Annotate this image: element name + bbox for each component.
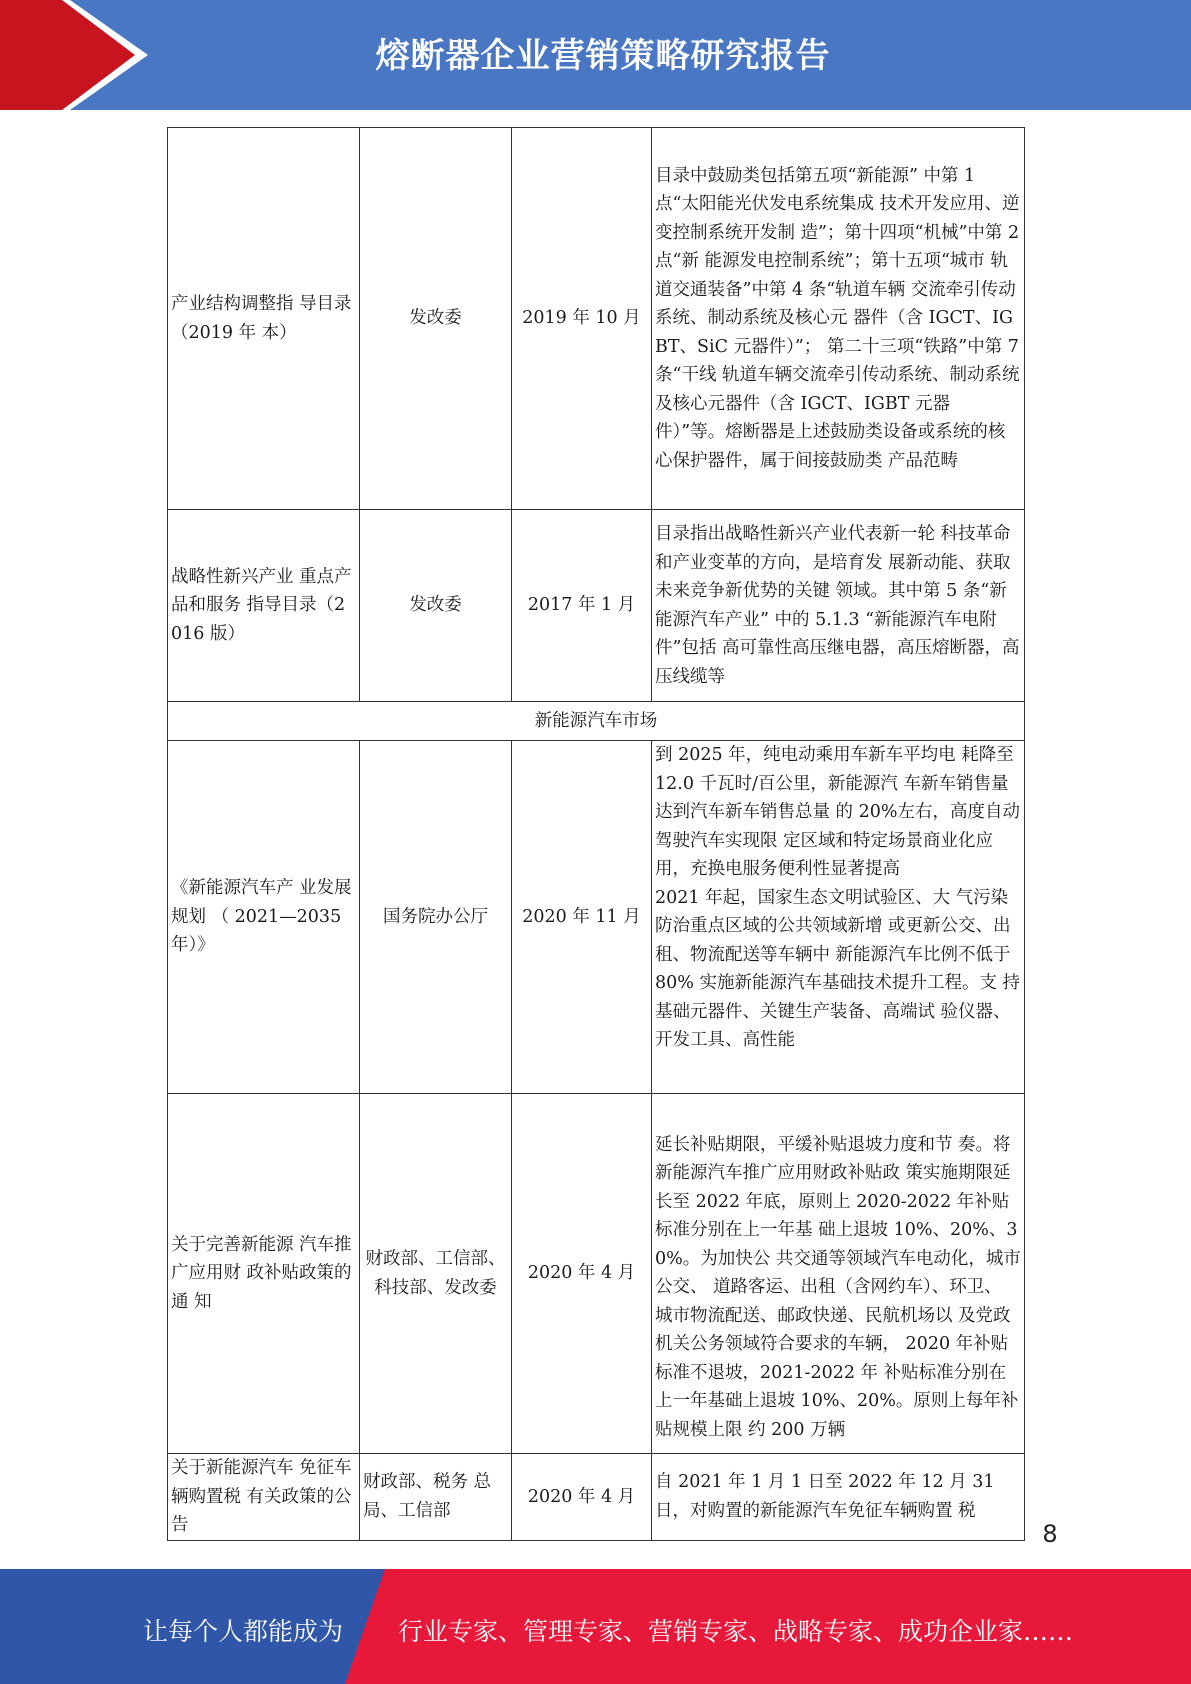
department-cell: 发改委 [360, 128, 512, 510]
description-cell: 自 2021 年 1 月 1 日至 2022 年 12 月 31 日，对购置的新能源汽车免征车辆购置 税 [652, 1454, 1025, 1541]
page-footer [0, 1569, 1191, 1684]
department-cell: 财政部、工信部、科技部、发改委 [360, 1094, 512, 1454]
description-cell: 目录中鼓励类包括第五项“新能源” 中第 1 点“太阳能光伏发电系统集成 技术开发应用、逆变控制系统开发制 造”；第十四项“机械”中第 2 点“新 能源发电控制系统”；第十五项“城市 轨道交通装备”中第 4 条“轨道车辆 交流牵引传动系统、制动系统及核心元 器件（含 IGCT、IGBT、SiC 元器件）”； 第二十三项“铁路”中第 7 条“干线 轨道车辆交流牵引传动系统、制动系统 及核心元器件（含 IGCT、IGBT 元器 件）”等。熔断器是上述鼓励类设备或系统的核心保护器件，属于间接鼓励类 产品范畴 [652, 128, 1025, 510]
footer-slogan-left: 让每个人都能成为 [143, 1617, 344, 1646]
description-cell [652, 741, 1025, 1094]
date-cell: 2017 年 1 月 [512, 510, 652, 702]
date-cell: 2020 年 11 月 [512, 741, 652, 1094]
section-header-row [168, 702, 1025, 741]
department-cell: 国务院办公厅 [360, 741, 512, 1094]
department-cell: 发改委 [360, 510, 512, 702]
footer-slogan-right: 行业专家、管理专家、营销专家、战略专家、成功企业家…… [398, 1617, 1074, 1646]
date-cell: 2020 年 4 月 [512, 1454, 652, 1541]
policy-name-cell: 关于新能源汽车 免征车辆购置税 有关政策的公告 [168, 1454, 360, 1541]
department-cell: 财政部、税务 总局、工信部 [360, 1454, 512, 1541]
policy-table [167, 127, 1025, 1541]
report-title: 熔断器企业营销策略研究报告 [375, 36, 831, 76]
policy-name-cell: 关于完善新能源 汽车推广应用财 政补贴政策的通 知 [168, 1094, 360, 1454]
table-row [168, 1094, 1025, 1454]
table-row [168, 1454, 1025, 1541]
description-cell: 延长补贴期限，平缓补贴退坡力度和节 奏。将新能源汽车推广应用财政补贴政 策实施期限延长至 2022 年底，原则上 2020-2022 年补贴标准分别在上一年基 础上退坡 10%、20%、30%。为加快公 共交通等领域汽车电动化，城市公交、 道路客运、出租（含网约车）、环卫、 城市物流配送、邮政快递、民航机场以 及党政机关公务领域符合要求的车辆， 2020 年补贴标准不退坡，2021-2022 年 补贴标准分别在上一年基础上退坡 10%、20%。原则上每年补贴规模上限 约 200 万辆 [652, 1094, 1025, 1454]
section-title: 新能源汽车市场 [168, 702, 1025, 741]
page-number: 8 [1042, 1520, 1058, 1548]
page-header [0, 0, 1191, 110]
table-row [168, 741, 1025, 1094]
policy-name-cell: 产业结构调整指 导目录（2019 年 本） [168, 128, 360, 510]
date-cell: 2019 年 10 月 [512, 128, 652, 510]
policy-name-cell: 《新能源汽车产 业发展规划 （ 2021—2035 年）》 [168, 741, 360, 1094]
table-row [168, 128, 1025, 510]
description-cell: 目录指出战略性新兴产业代表新一轮 科技革命和产业变革的方向，是培育发 展新动能、获取未来竞争新优势的关键 领域。其中第 5 条“新能源汽车产业” 中的 5.1.3 “新能源汽车电附件”包括 高可靠性高压继电器，高压熔断器，高 压线缆等 [652, 510, 1025, 702]
policy-name-cell: 战略性新兴产业 重点产品和服务 指导目录（2016 版） [168, 510, 360, 702]
description-paragraph: 2021 年起，国家生态文明试验区、大 气污染防治重点区域的公共领域新增 或更新公交、出租、物流配送等车辆中 新能源汽车比例不低于 80% 实施新能源汽车基础技术提升工程。支 持基础元器件、关键生产装备、高端试 验仪器、开发工具、高性能 [655, 887, 1021, 1050]
description-paragraph: 到 2025 年，纯电动乘用车新车平均电 耗降至 12.0 千瓦时/百公里，新能源汽 车新车销售量达到汽车新车销售总量 的 20%左右，高度自动驾驶汽车实现限 定区域和特定场景商业化应用，充换电服务便利性显著提高 [655, 745, 1021, 879]
date-cell: 2020 年 4 月 [512, 1094, 652, 1454]
table-row [168, 510, 1025, 702]
